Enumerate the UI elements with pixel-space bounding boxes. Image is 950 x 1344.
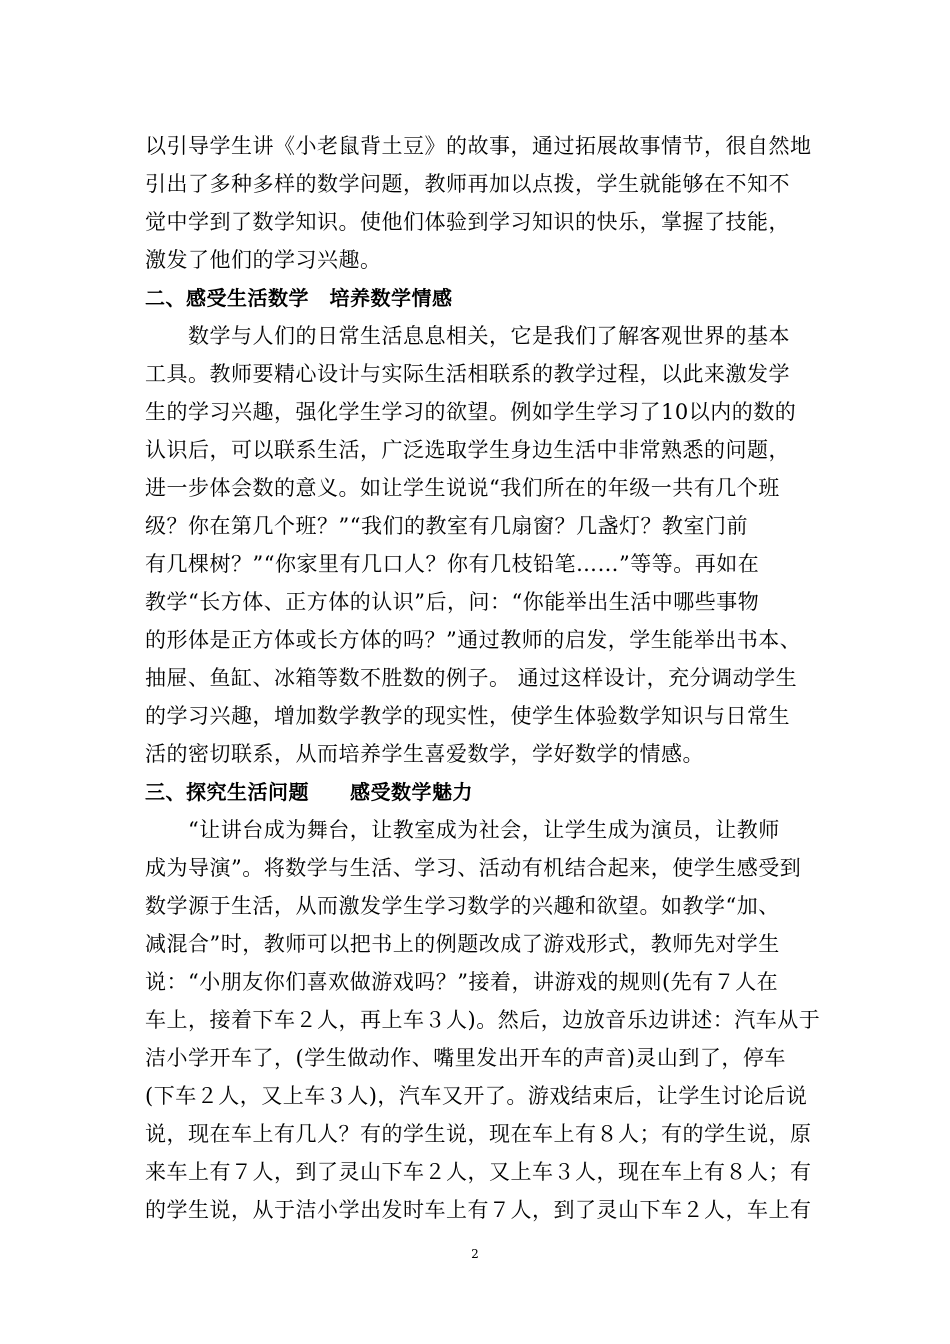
body-text-line: 减混合”时，教师可以把书上的例题改成了游戏形式，教师先对学生 [145,932,780,956]
body-text-line: 数学源于生活，从而激发学生学习数学的兴趣和欲望。如教学“加、 [145,894,780,918]
body-text-line: 成为导演”。将数学与生活、学习、活动有机结合起来，使学生感受到 [145,856,802,880]
body-text-line: 级？你在第几个班？”“我们的教室有几扇窗？几盏灯？教室门前 [145,514,748,538]
body-text-line: 工具。教师要精心设计与实际生活相联系的教学过程，以此来激发学 [145,362,790,386]
body-text-line: 抽屉、鱼缸、冰箱等数不胜数的例子。 通过这样设计，充分调动学生 [145,666,798,690]
body-text-line: 生的学习兴趣，强化学生学习的欲望。例如学生学习了10以内的数的 [145,400,797,424]
body-text-line: 来车上有７人，到了灵山下车２人，又上车３人，现在车上有８人；有 [145,1160,812,1184]
section-heading: 二、感受生活数学 培养数学情感 [145,286,453,310]
body-text-line: 的学习兴趣，增加数学教学的现实性，使学生体验数学知识与日常生 [145,704,790,728]
body-text-line: 引出了多种多样的数学问题，教师再加以点拨，学生就能够在不知不 [145,172,790,196]
section-heading: 三、探究生活问题 感受数学魅力 [145,780,473,804]
body-text-line: 车上，接着下车２人，再上车３人)。然后，边放音乐边讲述：汽车从于 [145,1008,821,1032]
body-text-line: 觉中学到了数学知识。使他们体验到学习知识的快乐，掌握了技能， [145,210,790,234]
page-number: 2 [471,1247,479,1261]
body-text-line: 说，现在车上有几人？有的学生说，现在车上有８人；有的学生说，原 [145,1122,812,1146]
body-text-line: 洁小学开车了，(学生做动作、嘴里发出开车的声音)灵山到了，停车 [145,1046,786,1070]
body-text-line: 的形体是正方体或长方体的吗？”通过教师的启发，学生能举出书本、 [145,628,802,652]
body-text-line: 以引导学生讲《小老鼠背土豆》的故事，通过拓展故事情节，很自然地 [145,134,812,158]
body-text-line: 进一步体会数的意义。如让学生说说“我们所在的年级一共有几个班 [145,476,780,500]
body-text-line: 教学“长方体、正方体的认识”后，问：“你能举出生活中哪些事物 [145,590,760,614]
body-text-line: 活的密切联系，从而培养学生喜爱数学，学好数学的情感。 [145,742,704,766]
body-text-line: 激发了他们的学习兴趣。 [145,248,382,272]
body-text-line: 的学生说，从于洁小学出发时车上有７人，到了灵山下车２人，车上有 [145,1198,812,1222]
body-text-line: 有几棵树？”“你家里有几口人？你有几枝铅笔……”等等。再如在 [145,552,760,576]
body-text-line: “让讲台成为舞台，让教室成为社会，让学生成为演员，让教师 [145,818,780,842]
body-text-line: 说：“小朋友你们喜欢做游戏吗？”接着，讲游戏的规则(先有７人在 [145,970,779,994]
body-text-line: (下车２人，又上车３人)，汽车又开了。游戏结束后，让学生讨论后说 [145,1084,808,1108]
body-text-line: 数学与人们的日常生活息息相关，它是我们了解客观世界的基本 [145,324,790,348]
body-text-line: 认识后，可以联系生活，广泛选取学生身边生活中非常熟悉的问题， [145,438,790,462]
